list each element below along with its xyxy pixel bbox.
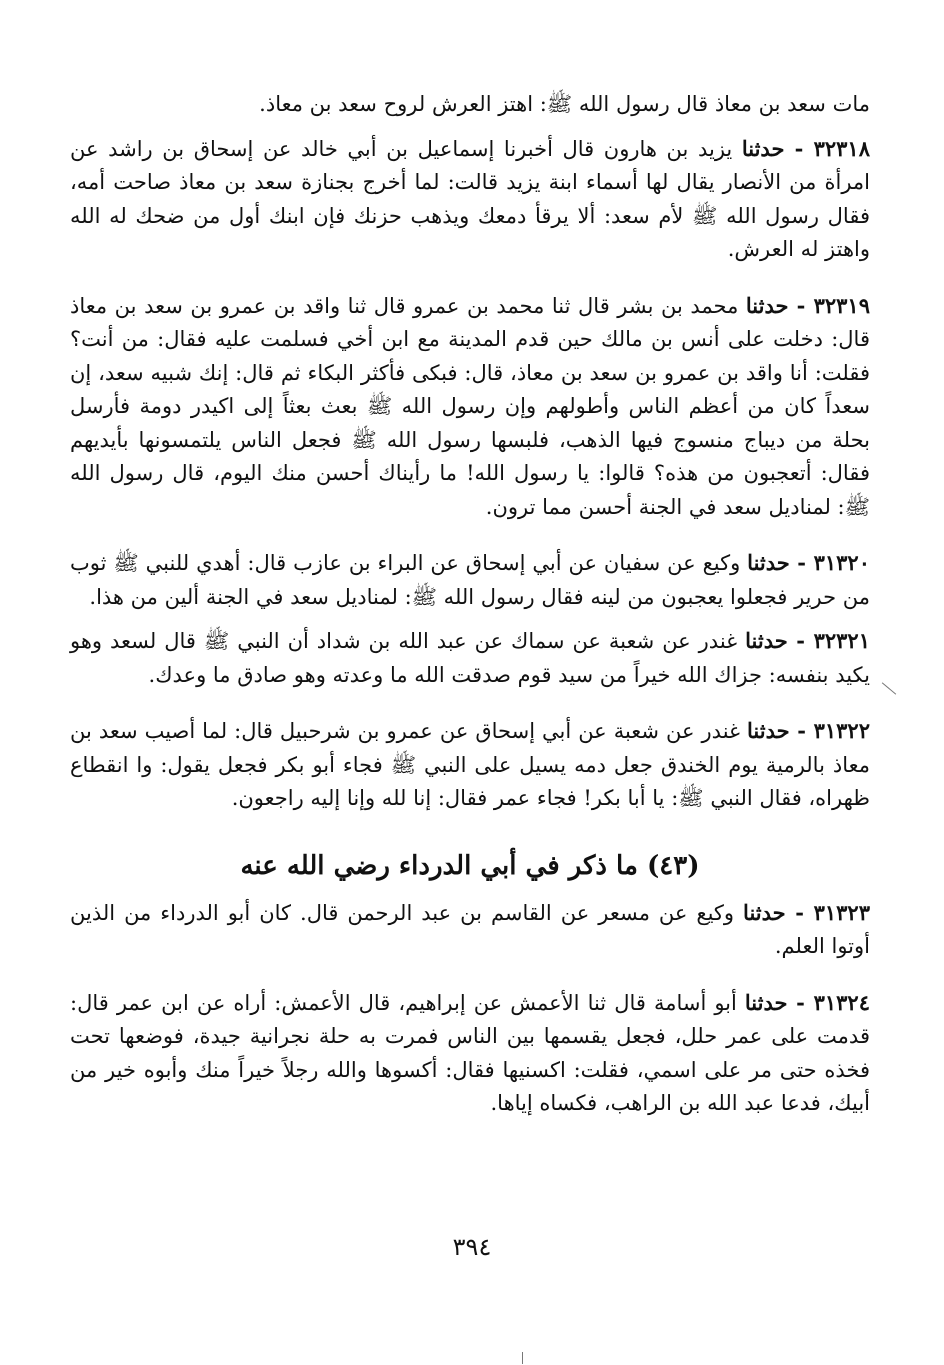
hadith-31320	[70, 546, 870, 614]
hadith-32321	[70, 624, 870, 692]
page-number: ٣٩٤	[452, 1233, 492, 1261]
hadith-number: ٣١٣٢٣ - حدثنا	[743, 899, 870, 925]
hadith-text: محمد بن بشر قال ثنا محمد بن عمرو قال ثنا واقد بن عمرو بن سعد بن معاذ قال: دخلت على أنس بن مالك حين قدم المدينة مع ابن أخي فسلمت عليه فقال: من أنت؟ فقلت: أنا واقد بن عمرو بن سعد بن معاذ، قال: فبكى فأكثر البكاء ثم قال: إنك شبيه سعد، إن سعداً كان من أعظم الناس وأطولهم وإن رسول الله ﷺ بعث بعثاً إلى اكيدر دومة فأرسل بحلة من ديباج منسوج فيها الذهب، فلبسها رسول الله ﷺ فجعل الناس يلتمسونها بأيديهم فقال: أتعجبون من هذه؟ قالوا: يا رسول الله! ما رأيناك أحسن منك اليوم، قال رسول الله ﷺ: لمناديل سعد في الجنة أحسن مما ترون.	[70, 293, 870, 519]
hadith-number: ٣١٣٢٠ - حدثنا	[747, 550, 870, 575]
hadith-31323	[70, 896, 870, 964]
hadith-text: غندر عن شعبة عن سماك عن عبد الله بن شداد أن النبي ﷺ قال لسعد وهو يكيد بنفسه: جزاك الله خيراً من سيد قوم صدقت الله ما وعدته وهو صادق ما وعدك.	[70, 629, 870, 687]
hadith-text: أبو أسامة قال ثنا الأعمش عن إبراهيم، قال الأعمش: أراه عن ابن عمر قال: قدمت على عمر حلل، فجعل يقسمها بين الناس فمرت به حلة نجرانية جيدة، فوضعها تحت فخذه حتى مر على اسمي، فقلت: اكسنيها فقال: أكسوها والله رجلاً خيراً منك وأبوه خير من أبيك، فدعا عبد الله بن الراهب، فكساه إياها.	[70, 990, 870, 1115]
hadith-31324	[70, 986, 870, 1121]
hadith-number: ٣٢٣١٩ - حدثنا	[745, 292, 870, 318]
hadith-text: يزيد بن هارون قال أخبرنا إسماعيل بن أبي خالد عن إسحاق بن راشد عن امرأة من الأنصار يقال لها أسماء ابنة يزيد قالت: لما أخرج بجنازة سعد بن معاذ صاحت أمه، فقال رسول الله ﷺ لأم سعد: ألا يرقأ دمعك ويذهب حزنك فإن ابنك أول من ضحك له الله واهتز له العرش.	[70, 136, 870, 261]
hadith-number: ٣٢٣٢١ - حدثنا	[745, 628, 870, 653]
scan-mark	[522, 1352, 523, 1364]
page-body	[70, 88, 870, 1121]
paragraph-intro	[70, 88, 870, 122]
paragraph-text: مات سعد بن معاذ قال رسول الله ﷺ: اهتز العرش لروح سعد بن معاذ.	[259, 92, 870, 116]
hadith-text: وكيع عن سفيان عن أبي إسحاق عن البراء بن عازب قال: أهدي للنبي ﷺ ثوب من حرير فجعلوا يعجبون من لينه فقال رسول الله ﷺ: لمناديل سعد في الجنة ألين من هذا.	[70, 551, 870, 609]
hadith-number: ٣١٣٢٢ - حدثنا	[747, 718, 870, 743]
hadith-32319	[70, 289, 870, 525]
hadith-number: ٣٢٣١٨ - حدثنا	[741, 135, 870, 161]
hadith-32318	[70, 132, 870, 267]
scan-mark	[882, 682, 896, 694]
hadith-31322	[70, 714, 870, 816]
hadith-number: ٣١٣٢٤ - حدثنا	[744, 989, 870, 1015]
section-heading: (٤٣) ما ذكر في أبي الدرداء رضي الله عنه	[240, 850, 700, 881]
hadith-text: غندر عن شعبة عن أبي إسحاق عن عمرو بن شرحبيل قال: لما أصيب سعد بن معاذ بالرمية يوم الخندق جعل دمه يسيل على النبي ﷺ فجاء أبو بكر فجعل يقول: وا انقطاع ظهراه، فقال النبي ﷺ: يا أبا بكر! فجاء عمر فقال: إنا لله وإنا إليه راجعون.	[70, 719, 870, 810]
hadith-text: وكيع عن مسعر عن القاسم بن عبد الرحمن قال. كان أبو الدرداء من الذين أوتوا العلم.	[70, 900, 870, 958]
